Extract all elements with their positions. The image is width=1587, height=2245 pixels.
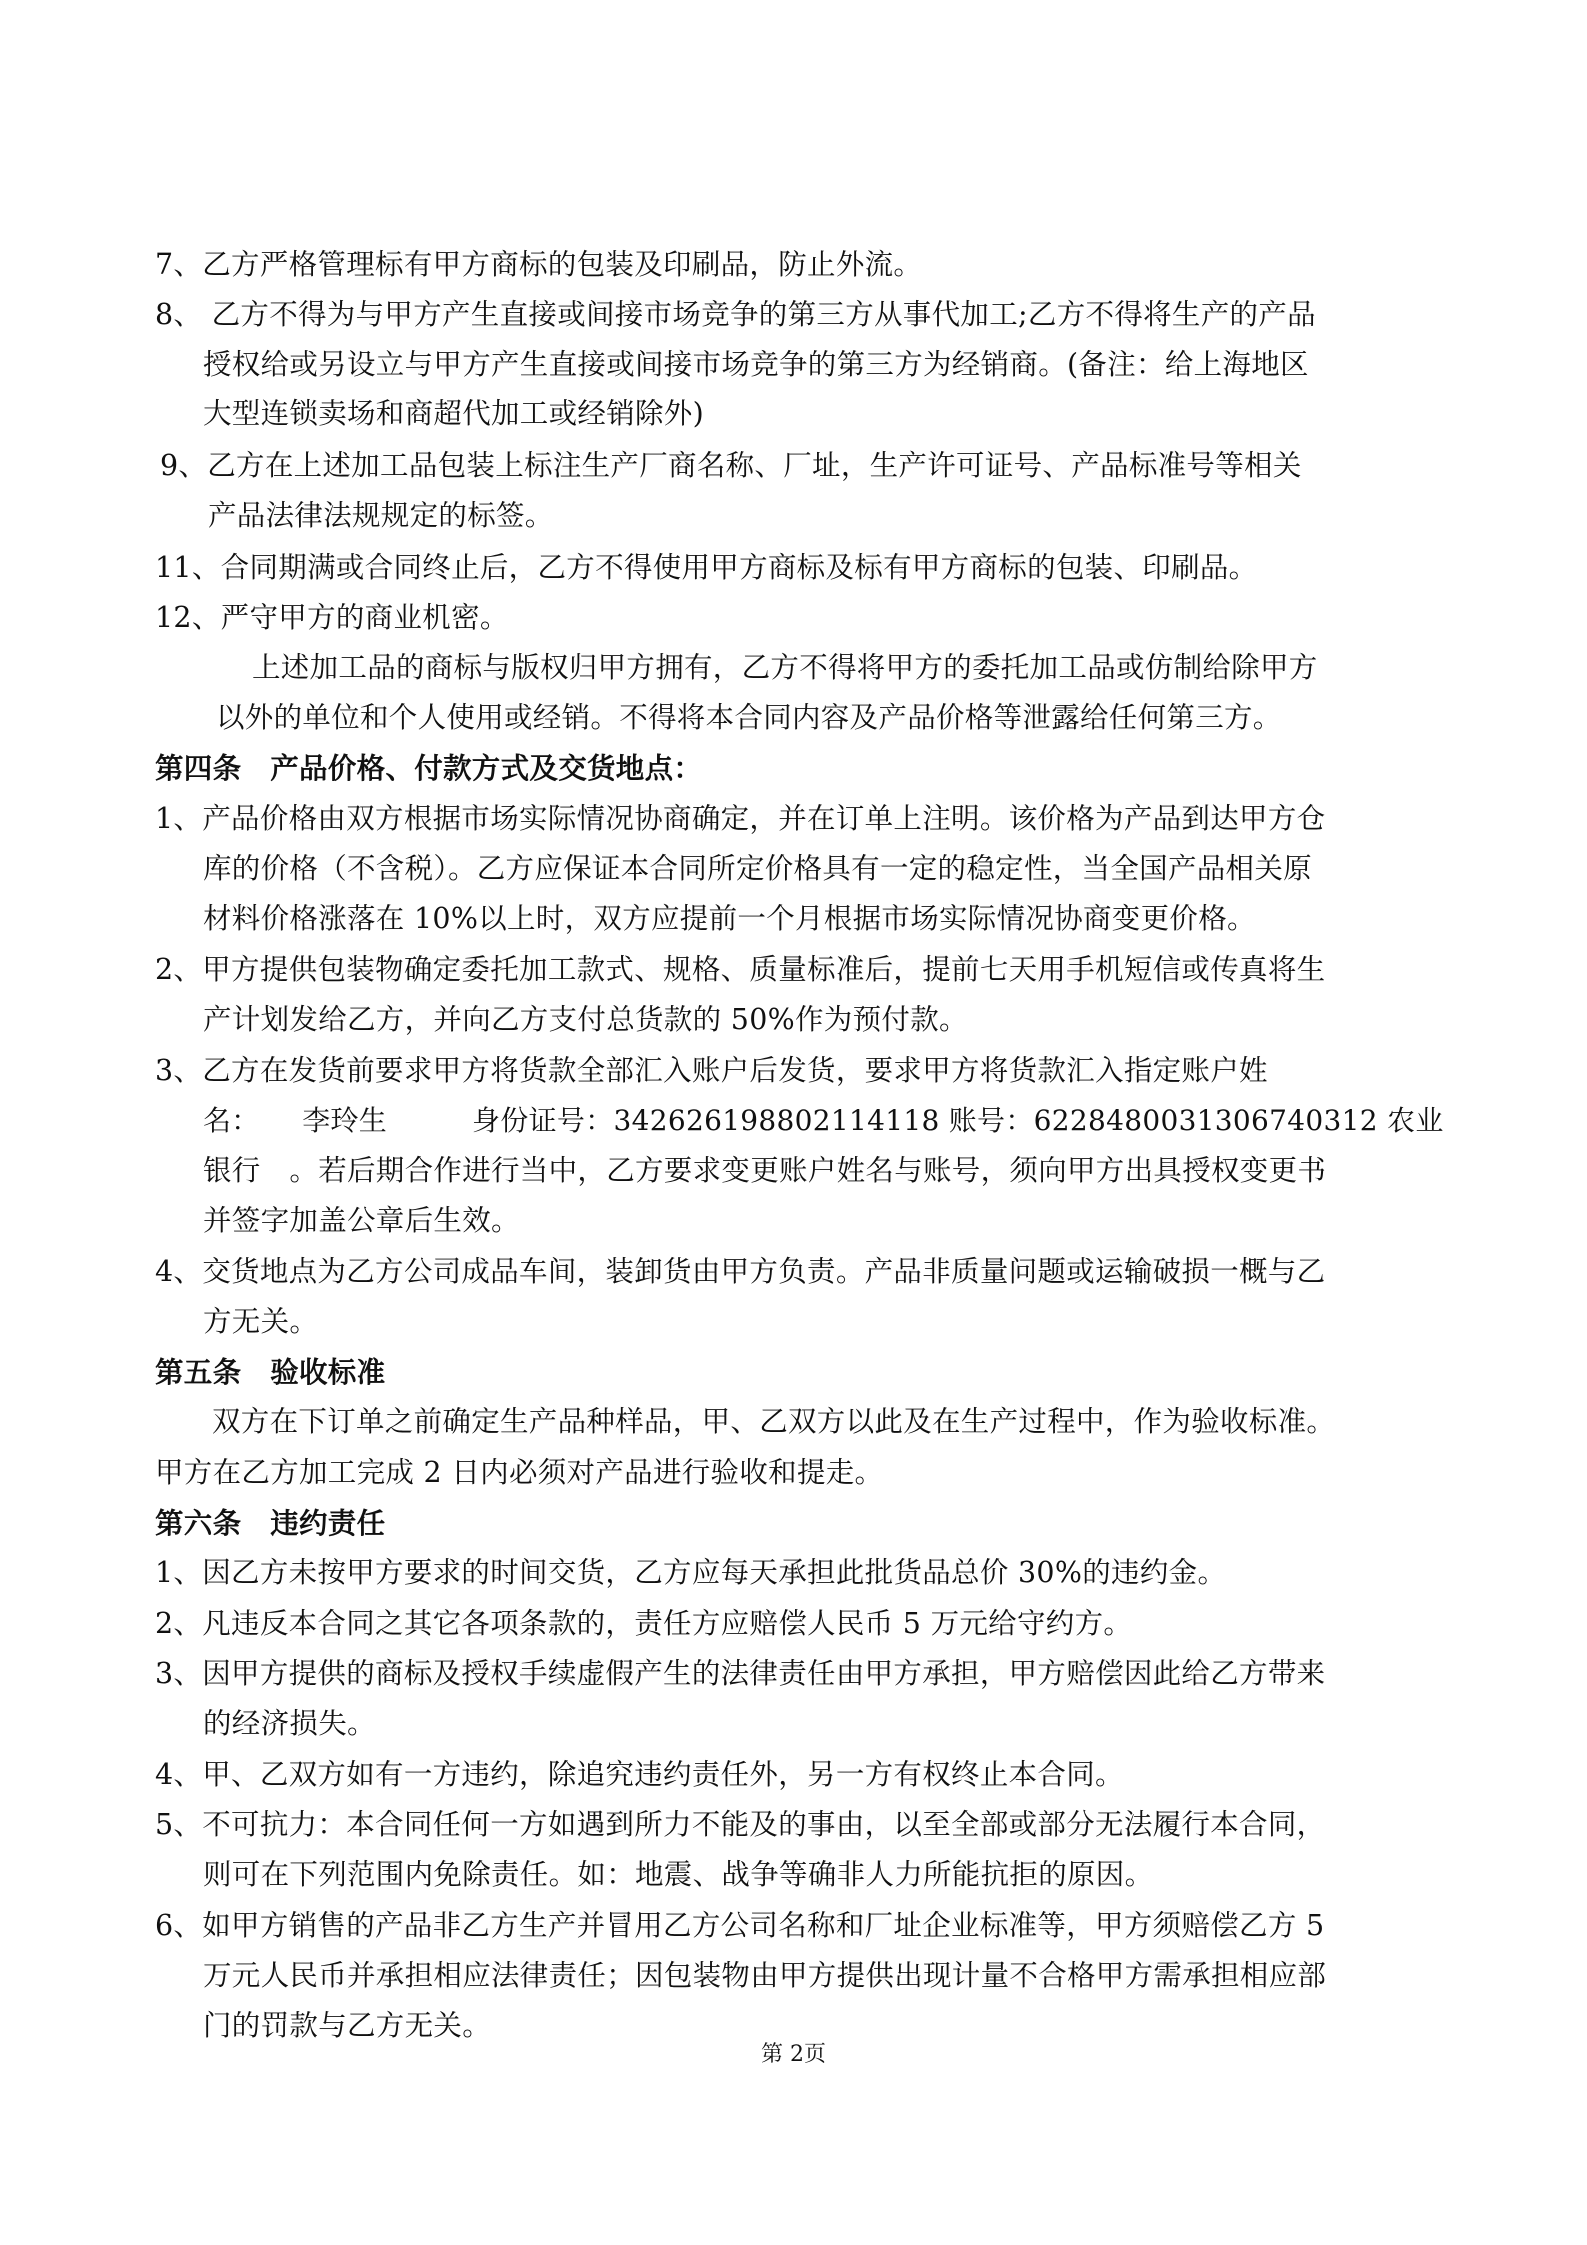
article-5-paragraph-line-1: 双方在下订单之前确定生产品种样品，甲、乙双方以此及在生产过程中，作为验收标准。: [212, 1405, 1336, 1438]
article-4-item-3-line-2: 名： 李玲生 身份证号：342626198802114118 账号：6228480031306740312 农业: [203, 1104, 1444, 1137]
article-6-item-1: 1、因乙方未按甲方要求的时间交货，乙方应每天承担此批货品总价 30%的违约金。: [155, 1556, 1227, 1589]
clause-7: 7、乙方严格管理标有甲方商标的包装及印刷品，防止外流。: [155, 248, 923, 281]
article-4-item-4-line-1: 4、交货地点为乙方公司成品车间，装卸货由甲方负责。产品非质量问题或运输破损一概与乙: [155, 1255, 1326, 1288]
article-6-item-6-line-3: 门的罚款与乙方无关。: [203, 2009, 492, 2042]
clause-11: 11、合同期满或合同终止后，乙方不得使用甲方商标及标有甲方商标的包装、印刷品。: [155, 551, 1258, 584]
trademark-paragraph-line-1: 上述加工品的商标与版权归甲方拥有，乙方不得将甲方的委托加工品或仿制给除甲方: [252, 651, 1318, 684]
trademark-paragraph-line-2: 以外的单位和个人使用或经销。不得将本合同内容及产品价格等泄露给任何第三方。: [216, 701, 1282, 734]
article-5-paragraph-line-2: 甲方在乙方加工完成 2 日内必须对产品进行验收和提走。: [155, 1456, 884, 1489]
article-6-item-6-line-1: 6、如甲方销售的产品非乙方生产并冒用乙方公司名称和厂址企业标准等，甲方须赔偿乙方 5: [155, 1909, 1325, 1942]
article-5-heading: 第五条 验收标准: [155, 1355, 386, 1389]
article-4-item-3-line-1: 3、乙方在发货前要求甲方将货款全部汇入账户后发货，要求甲方将货款汇入指定账户姓: [155, 1054, 1268, 1087]
clause-8-line-2: 授权给或另设立与甲方产生直接或间接市场竞争的第三方为经销商。(备注：给上海地区: [203, 348, 1309, 381]
article-4-item-1-line-3: 材料价格涨落在 10%以上时，双方应提前一个月根据市场实际情况协商变更价格。: [203, 902, 1256, 935]
article-6-item-5-line-2: 则可在下列范围内免除责任。如：地震、战争等确非人力所能抗拒的原因。: [203, 1858, 1154, 1891]
clause-12: 12、严守甲方的商业机密。: [155, 601, 509, 634]
article-4-item-2-line-2: 产计划发给乙方，并向乙方支付总货款的 50%作为预付款。: [203, 1003, 968, 1036]
clause-8-line-3: 大型连锁卖场和商超代加工或经销除外): [203, 397, 705, 430]
page-number: 第 2页: [761, 2042, 826, 2067]
clause-9-line-2: 产品法律法规规定的标签。: [208, 499, 554, 532]
clause-9-line-1: 9、乙方在上述加工品包装上标注生产厂商名称、厂址，生产许可证号、产品标准号等相关: [160, 449, 1302, 482]
article-6-item-4: 4、甲、乙双方如有一方违约，除追究违约责任外，另一方有权终止本合同。: [155, 1758, 1124, 1791]
article-4-item-4-line-2: 方无关。: [203, 1305, 319, 1338]
article-6-item-3-line-2: 的经济损失。: [203, 1707, 376, 1740]
article-4-item-3-line-4: 并签字加盖公章后生效。: [203, 1204, 520, 1237]
article-4-item-2-line-1: 2、甲方提供包装物确定委托加工款式、规格、质量标准后，提前七天用手机短信或传真将生: [155, 953, 1326, 986]
article-4-item-3-line-3: 银行 。若后期合作进行当中，乙方要求变更账户姓名与账号，须向甲方出具授权变更书: [203, 1154, 1327, 1187]
article-4-item-1-line-1: 1、产品价格由双方根据市场实际情况协商确定，并在订单上注明。该价格为产品到达甲方仓: [155, 802, 1326, 835]
clause-8-line-1: 8、 乙方不得为与甲方产生直接或间接市场竞争的第三方从事代加工;乙方不得将生产的产品: [155, 298, 1316, 331]
article-6-heading: 第六条 违约责任: [155, 1506, 386, 1540]
article-6-item-5-line-1: 5、不可抗力：本合同任何一方如遇到所力不能及的事由，以至全部或部分无法履行本合同，: [155, 1808, 1326, 1841]
article-6-item-2: 2、凡违反本合同之其它各项条款的，责任方应赔偿人民币 5 万元给守约方。: [155, 1607, 1133, 1640]
article-6-item-6-line-2: 万元人民币并承担相应法律责任；因包装物由甲方提供出现计量不合格甲方需承担相应部: [203, 1959, 1327, 1992]
article-6-item-3-line-1: 3、因甲方提供的商标及授权手续虚假产生的法律责任由甲方承担，甲方赔偿因此给乙方带来: [155, 1657, 1326, 1690]
article-4-heading: 第四条 产品价格、付款方式及交货地点：: [155, 751, 703, 785]
article-4-item-1-line-2: 库的价格（不含税）。乙方应保证本合同所定价格具有一定的稳定性，当全国产品相关原: [203, 852, 1312, 885]
